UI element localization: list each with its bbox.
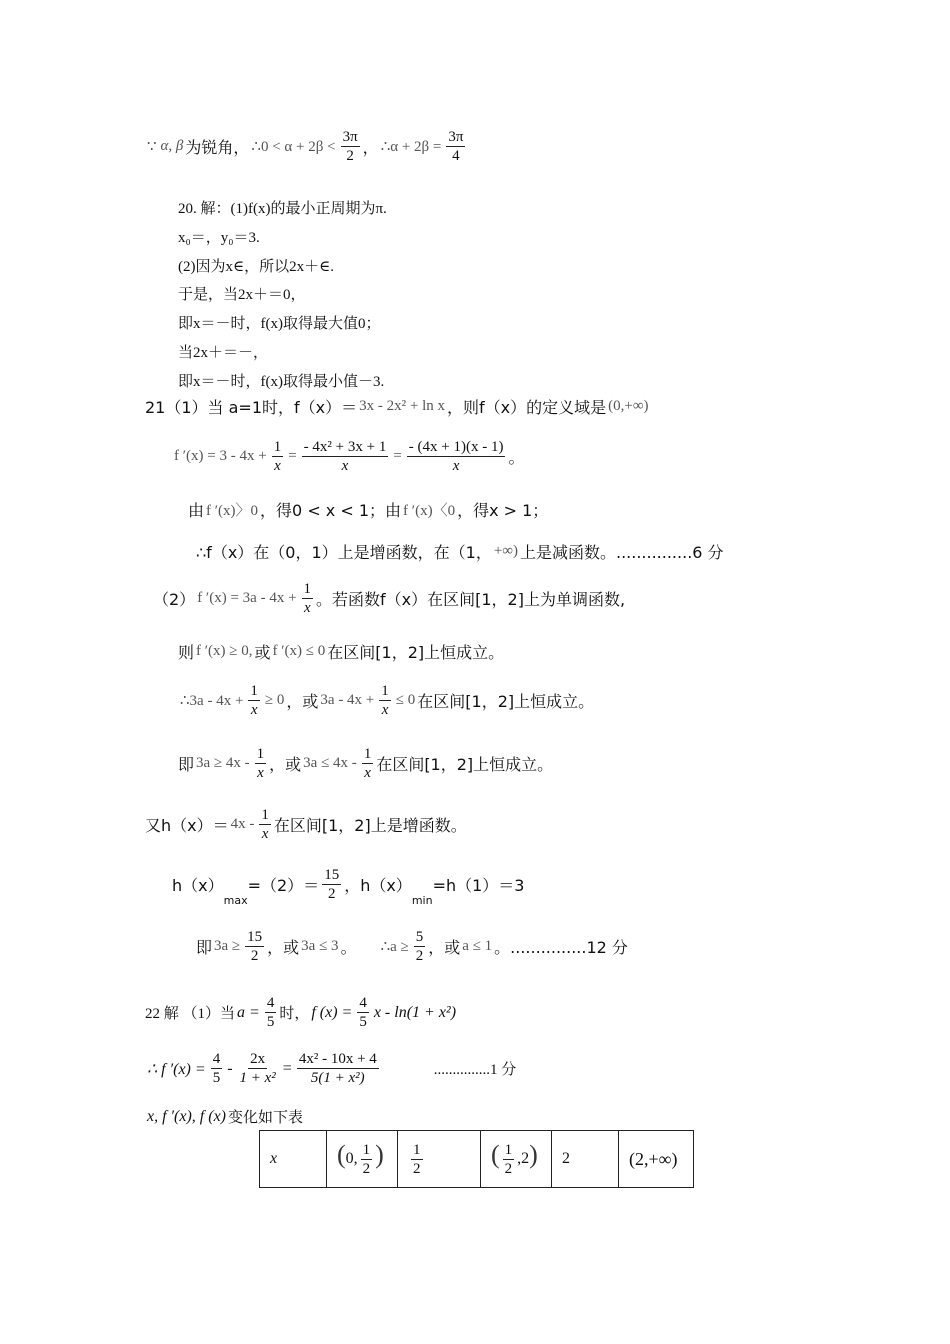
p21-line-9: 又h（x）＝ 4x - $\frac{1}{x}$ 在区间[1，2]上是增函数。 [145,807,467,842]
table-cell-interval-0-half: (0, $\frac{1}{2}$ ) [327,1131,398,1188]
fraction-1-over-x: $\frac{1}{x}$ [250,683,258,718]
table-cell-interval-half-2: ( $\frac{1}{2}$ ,2) [481,1131,552,1188]
fraction-quadratic-over-x: $\frac{\text{- 4x² + 3x + 1}}{x}$ [303,439,387,474]
p22-line-3: x, f ′(x), f (x) 变化如下表 [147,1107,304,1126]
p20-line-1: 20. 解：(1)f(x)的最小正周期为π. [178,201,387,217]
fraction-4-5: $\frac{4}{5}$ [212,1051,221,1086]
table-cell-x: x [260,1131,327,1188]
fraction-2x-over-1-plus-x2: $\frac{2x}{\text{1 + x²}}$ [239,1051,276,1086]
result-prefix: ∴α + 2β = [380,139,442,155]
because-symbol: ∵ [147,139,157,155]
fraction-1-over-x: $\frac{1}{x}$ [363,746,372,781]
p21-line-5: （2） f ′(x) = 3a - 4x + $\frac{1}{x}$ 。若函数f（x）在区间[1，2]上为单调函数, [153,581,626,616]
fraction-3pi-4: $\frac{3\pi}{4}$ [448,129,464,164]
p20-line-2: x₀＝，y₀＝3. [178,230,260,246]
p21-derivative-line: f ′(x) = 3 - 4x + $\frac{1}{x}$ = $\frac{\text{- 4x² + 3x + 1}}{x}$ = $\frac{- (4x + 1)(x - 1)}{x}$ 。 [174,439,525,474]
table-cell-half: $\frac{1}{2}$ [398,1131,481,1188]
fraction-1-over-x: $\frac{1}{x}$ [303,581,312,616]
p20-line-3: (2)因为x∈，所以2x＋∈. [178,259,334,275]
acute-text: 为锐角， [185,138,250,157]
function-expression: 3x - 2x² + ln x [359,398,445,414]
fraction-15-2: $\frac{15}{2}$ [247,929,263,964]
fraction-derivative-result: $\frac{\text{4x² - 10x + 4}}{\text{5(1 + x²)}}$ [298,1051,377,1086]
inequality-prefix: ∴0 < α + 2β < [251,139,336,155]
p21-line-4: ∴f（x）在（0，1）上是增函数，在（1， +∞) 上是减函数。...............6 分 [196,543,724,562]
line-acute-angles [145,128,468,165]
alpha-beta: α, β [160,138,184,154]
variation-table [259,1130,694,1188]
comma: ， [362,138,379,157]
p21-line-6: 则 f ′(x) ≥ 0, 或 f ′(x) ≤ 0 在区间[1，2]上恒成立。 [178,643,505,662]
p20-line-6: 当2x＋＝－， [178,345,269,361]
fraction-4-5: $\frac{4}{5}$ [359,995,367,1030]
fraction-4-5: $\frac{4}{5}$ [266,995,275,1030]
table-cell-2: 2 [552,1131,619,1188]
fraction-1-over-x: $\frac{1}{x}$ [273,439,282,474]
p21-line-11: 即 3a ≥ $\frac{15}{2}$ ，或 3a ≤ 3 。 ∴a ≥ $\frac{5}{2}$ ，或 a ≤ 1 。...............12 分 [196,929,628,964]
p20-line-7: 即x＝－时，f(x)取得最小值－3. [178,374,385,390]
fraction-5-2: $\frac{5}{2}$ [415,929,424,964]
p22-line-2: ∴ f ′(x) = $\frac{4}{5}$ - $\frac{2x}{\text{1 + x²}}$ = $\frac{\text{4x² - 10x + 4}}{\text{5(1 + x²)}}$ ...............1 分 [147,1051,517,1086]
table-row [260,1131,694,1188]
domain-interval: (0,+∞) [608,398,649,414]
fraction-15-2: $\frac{15}{2}$ [324,867,340,902]
fraction-1-over-x: $\frac{1}{x}$ [261,807,269,842]
p22-line-1: 22 解 （1）当 a = $\frac{4}{5}$ 时， f (x) = $\frac{4}{5}$ x - ln(1 + x²) [145,995,457,1030]
score-1: ...............1 分 [433,1062,517,1078]
fraction-factored-over-x: $\frac{- (4x + 1)(x - 1)}{x}$ [408,439,504,474]
fraction-1-over-x: $\frac{1}{x}$ [256,746,265,781]
fraction-3pi-2: $\frac{3\pi}{2}$ [342,129,358,164]
table-cell-interval-2-inf: (2,+∞) [619,1131,694,1188]
p21-line-10: h（x） max =（2）＝ $\frac{15}{2}$ ，h（x） min =h（1）＝3 [172,867,525,907]
fraction-1-over-x: $\frac{1}{x}$ [381,683,389,718]
p21-line-7: ∴3a - 4x + $\frac{1}{x}$ ≥ 0 ，或 3a - 4x + $\frac{1}{x}$ ≤ 0 在区间[1，2]上恒成立。 [180,683,595,718]
p20-line-5: 即x＝－时，f(x)取得最大值0； [178,316,381,332]
p20-line-4: 于是，当2x＋＝0， [178,287,306,303]
p21-line-8: 即 3a ≥ 4x - $\frac{1}{x}$ ，或 3a ≤ 4x - $\frac{1}{x}$ 在区间[1，2]上恒成立。 [178,746,554,781]
p21-line-3: 由 f ′(x)〉0 ，得0 < x < 1；由 f ′(x)〈0 ，得x > 1； [188,501,549,520]
p21-line-1: 21（1）当 a=1时，f（x）＝ 3x - 2x² + ln x ，则f（x）的定义域是 (0,+∞) [145,398,649,417]
